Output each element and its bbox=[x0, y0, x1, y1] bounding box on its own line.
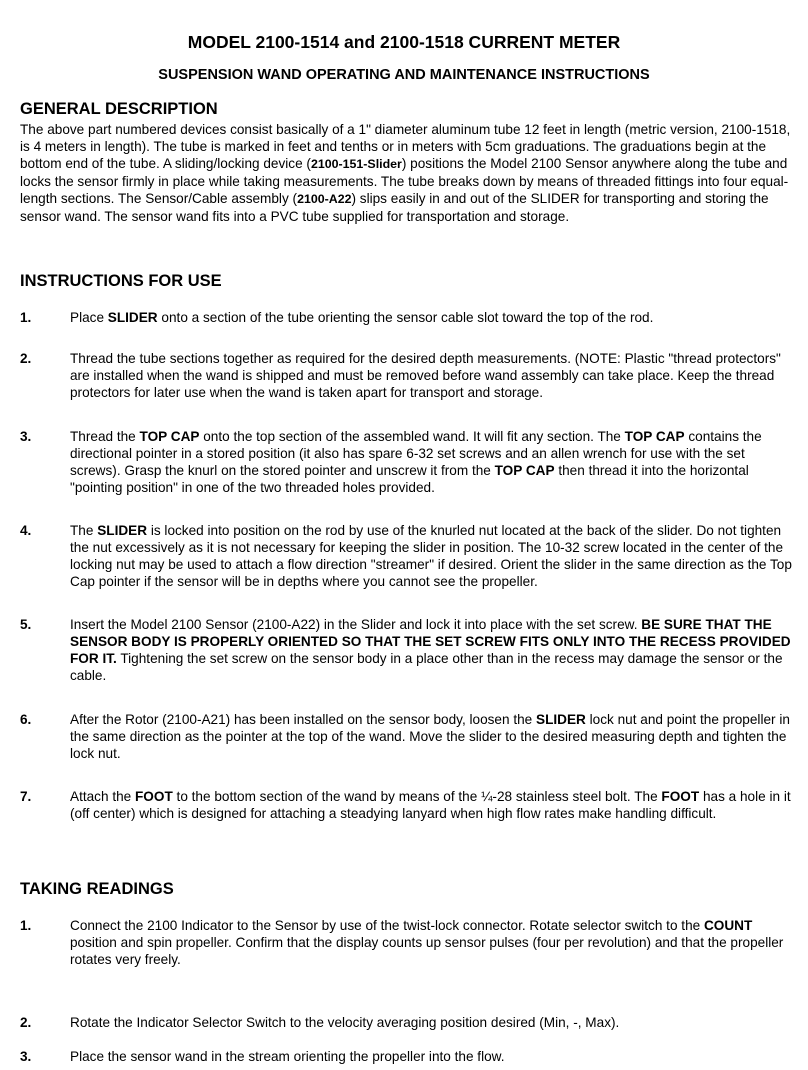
item-text: Insert the Model 2100 Sensor (2100-A22) in the Slider and lock it into place with the set screw. BE SURE THAT THE SENSOR BODY IS PROPERLY ORIENTED SO THAT THE SET SCREW FITS ONLY INTO THE RECESS PROVIDED FOR IT. Tightening the set screw on the sensor body in a place other than in the recess may damage the sensor or the cable. bbox=[70, 617, 791, 683]
item-number: 4. bbox=[20, 523, 32, 538]
item-number: 1. bbox=[20, 310, 32, 325]
item-text: Place SLIDER onto a section of the tube orienting the sensor cable slot toward the top of the rod. bbox=[70, 310, 654, 325]
item-number: 6. bbox=[20, 712, 32, 727]
item-number: 3. bbox=[20, 1049, 32, 1064]
instructions-heading: INSTRUCTIONS FOR USE bbox=[20, 272, 222, 290]
page-title: MODEL 2100-1514 and 2100-1518 CURRENT METER bbox=[187, 32, 621, 52]
item-number: 7. bbox=[20, 789, 32, 804]
item-text: Rotate the Indicator Selector Switch to the velocity averaging position desired (Min, -, Max). bbox=[70, 1015, 620, 1030]
item-text: After the Rotor (2100-A21) has been installed on the sensor body, loosen the SLIDER lock nut and point the propeller in the same direction as the pointer at the top of the wand. Move the slider to the desired measuring depth and tighten the lock nut. bbox=[70, 712, 790, 761]
item-text: Thread the tube sections together as required for the desired depth measurements. (NOTE: Plastic "thread protectors" are installed when the wand is shipped and must be removed before wand assembly can take place. Keep the thread protectors for later use when the wand is taken apart for transport and storage. bbox=[70, 351, 781, 400]
general-description-heading: GENERAL DESCRIPTION bbox=[20, 100, 218, 118]
slider-part-number: 2100-151-Slider bbox=[310, 157, 402, 171]
general-description-text: The above part numbered devices consist basically of a 1" diameter aluminum tube 12 feet in length (metric version, 2100-1518, is 4 meters in length). The tube is marked in feet and tenths or in meters with 5cm graduations. The graduations begin at the bottom end of the tube. A sliding/locking device (2100-151-Slider) positions the Model 2100 Sensor anywhere along the tube and locks the sensor firmly in place while taking measurements. The tube breaks down by means of threaded fittings into four equal-length sections. The Sensor/Cable assembly (2100-A22) slips easily in and out of the SLIDER for transporting and storing the sensor wand. The sensor wand fits into a PVC tube supplied for transportation and storage. bbox=[20, 122, 791, 224]
item-number: 2. bbox=[20, 351, 32, 366]
item-number: 1. bbox=[20, 918, 32, 933]
item-number: 2. bbox=[20, 1015, 32, 1030]
sensor-part-number: 2100-A22 bbox=[297, 192, 352, 206]
item-text: Thread the TOP CAP onto the top section of the assembled wand. It will fit any section. The TOP CAP contains the directional pointer in a stored position (it also has spare 6-32 set screws and an allen wrench for use with the set screws). Grasp the knurl on the stored pointer and unscrew it from the TOP CAP then thread it into the horizontal "pointing position" in one of the two threaded holes provided. bbox=[70, 429, 762, 495]
item-text: The SLIDER is locked into position on the rod by use of the knurled nut located at the back of the slider. Do not tighten the nut excessively as it is not necessary for keeping the slider in position. The 10-32 screw located in the center of the locking nut may be used to attach a flow direction "streamer" if desired. Orient the slider in the same direction as the Top Cap pointer if the sensor will be in depths where you cannot see the propeller. bbox=[70, 523, 792, 589]
item-text: Attach the FOOT to the bottom section of the wand by means of the ¼-28 stainless steel bolt. The FOOT has a hole in it (off center) which is designed for attaching a steadying lanyard when high flow rates make handling difficult. bbox=[70, 789, 791, 821]
item-number: 3. bbox=[20, 429, 32, 444]
item-number: 5. bbox=[20, 617, 32, 632]
page-subtitle: SUSPENSION WAND OPERATING AND MAINTENANCE INSTRUCTIONS bbox=[158, 67, 650, 83]
item-text: Connect the 2100 Indicator to the Sensor by use of the twist-lock connector. Rotate selector switch to the COUNT position and spin propeller. Confirm that the display counts up sensor pulses (four per revolution) and that the propeller rotates very freely. bbox=[70, 918, 784, 967]
taking-readings-heading: TAKING READINGS bbox=[20, 880, 174, 898]
item-text: Place the sensor wand in the stream orienting the propeller into the flow. bbox=[70, 1049, 505, 1064]
